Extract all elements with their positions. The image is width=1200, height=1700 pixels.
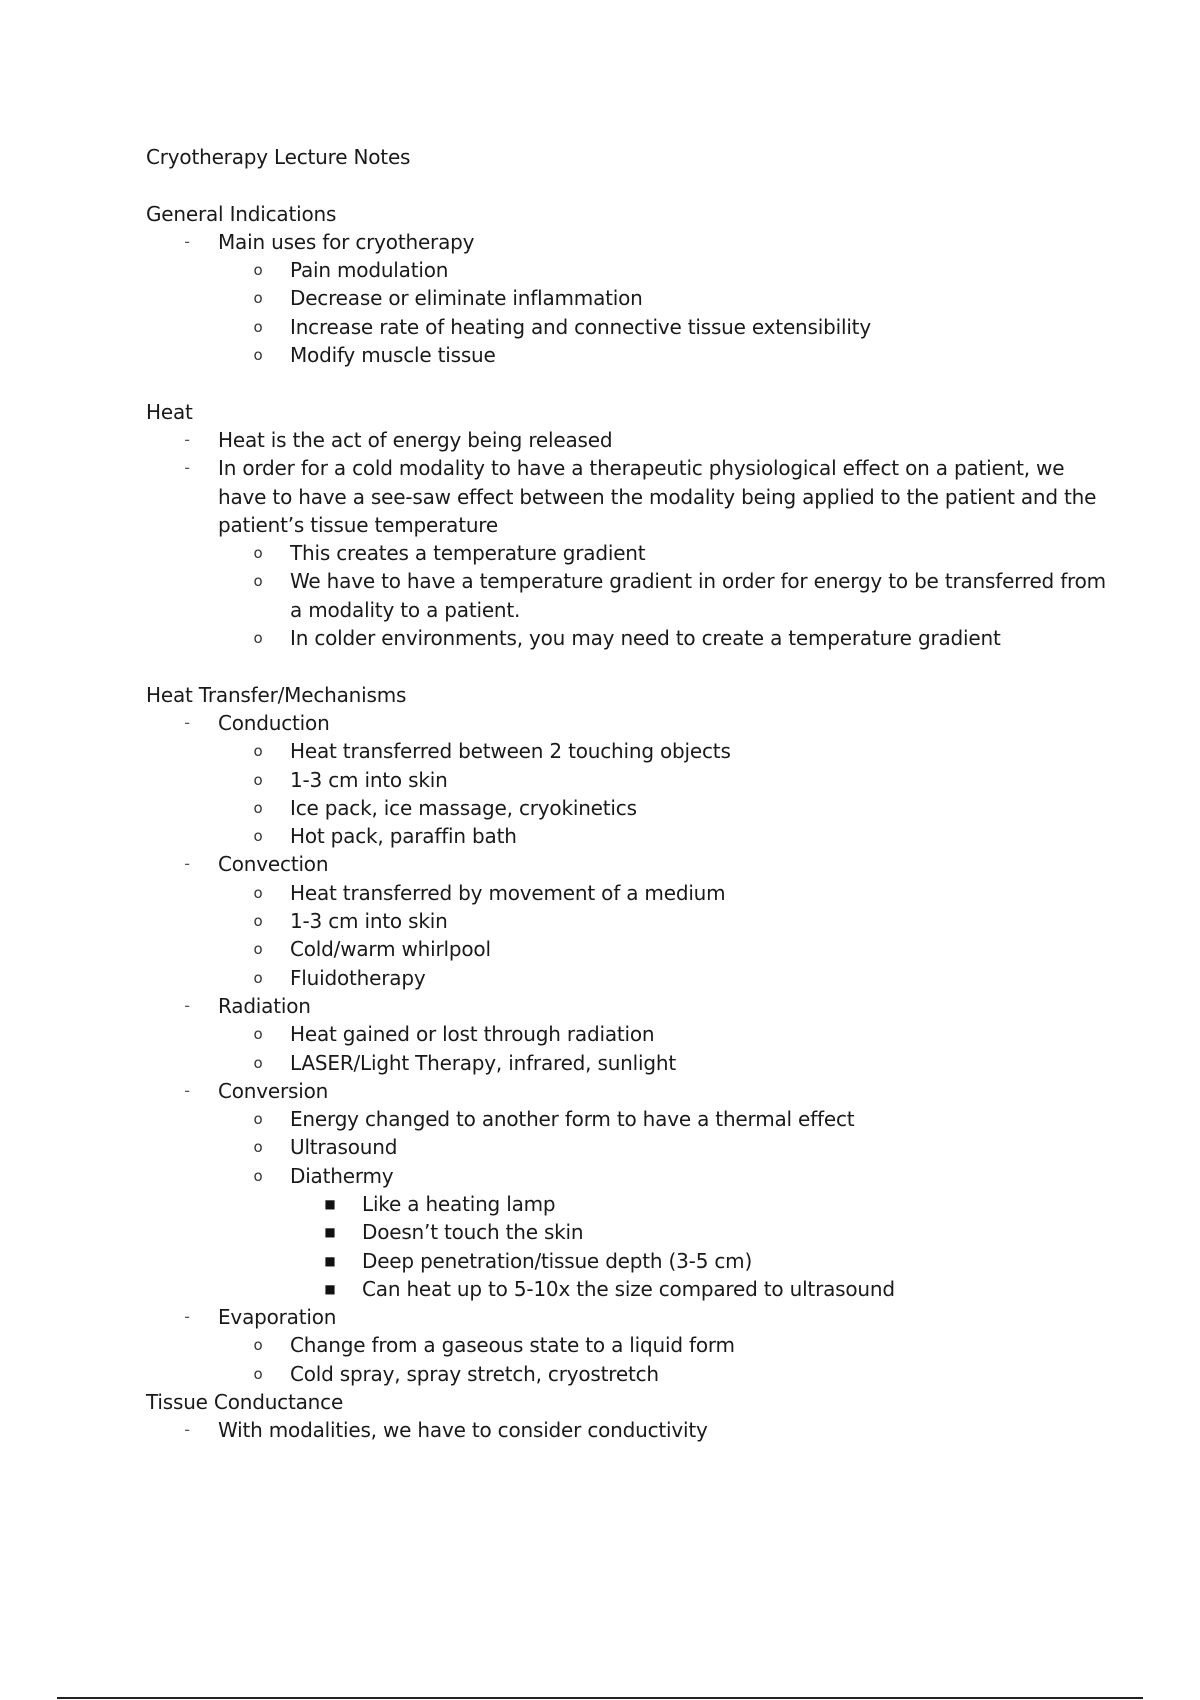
list-item-text: Heat is the act of energy being released — [218, 427, 613, 452]
list-item-text: We have to have a temperature gradient in order for energy to be transferred from a modality to a patient. — [290, 569, 1106, 622]
sub-list — [146, 539, 1106, 652]
circle-bullet-icon: o — [253, 827, 263, 846]
list-item-text: Heat gained or lost through radiation — [290, 1022, 655, 1047]
dash-bullet-icon: - — [184, 1307, 190, 1327]
list-item-text: Deep penetration/tissue depth (3-5 cm) — [362, 1248, 753, 1273]
list-item — [218, 822, 1106, 850]
dash-bullet-icon: - — [184, 854, 190, 874]
spacer — [146, 652, 1106, 680]
circle-bullet-icon: o — [253, 1053, 263, 1072]
list-item-text: Heat transferred by movement of a medium — [290, 880, 726, 905]
dash-bullet-icon: - — [184, 1080, 190, 1100]
sub-sub-list — [218, 1190, 1106, 1303]
list-item — [218, 794, 1106, 822]
list-item-text: 1-3 cm into skin — [290, 909, 448, 934]
list-item-text: LASER/Light Therapy, infrared, sunlight — [290, 1050, 676, 1075]
circle-bullet-icon: o — [253, 346, 263, 365]
list-item-text: Cold spray, spray stretch, cryostretch — [290, 1361, 659, 1386]
list-item — [146, 1416, 1106, 1444]
dash-bullet-icon: - — [184, 429, 190, 449]
list-item — [146, 454, 1106, 652]
circle-bullet-icon: o — [253, 912, 263, 931]
list-item-text: Radiation — [218, 993, 311, 1018]
list-item — [218, 766, 1106, 794]
list-item — [218, 1105, 1106, 1133]
circle-bullet-icon: o — [253, 883, 263, 902]
sub-list — [146, 1331, 1106, 1388]
list-item — [218, 1360, 1106, 1388]
circle-bullet-icon: o — [253, 940, 263, 959]
sub-list — [146, 256, 1106, 369]
dash-bullet-icon: - — [184, 231, 190, 251]
list-item — [290, 1218, 1106, 1246]
circle-bullet-icon: o — [253, 770, 263, 789]
dash-bullet-icon: - — [184, 1420, 190, 1440]
list-item — [218, 737, 1106, 765]
list-item-text: Conversion — [218, 1078, 329, 1103]
list-item-text: Main uses for cryotherapy — [218, 229, 475, 254]
list-item-text: Like a heating lamp — [362, 1191, 556, 1216]
list-item-text: Conduction — [218, 710, 330, 735]
list-item-text: Heat transferred between 2 touching objects — [290, 739, 731, 764]
list-item — [218, 624, 1106, 652]
list-item — [218, 964, 1106, 992]
dash-bullet-icon: - — [184, 712, 190, 732]
list-item — [218, 1162, 1106, 1303]
list-item-text: Hot pack, paraffin bath — [290, 824, 517, 849]
section-heading-heat: Heat — [146, 399, 193, 424]
list-item — [218, 256, 1106, 284]
list-item-text: Convection — [218, 852, 329, 877]
square-bullet-icon: ■ — [324, 1253, 336, 1268]
list-item-conduction — [146, 709, 1106, 850]
list-item-text: Cold/warm whirlpool — [290, 937, 491, 962]
list-item — [218, 907, 1106, 935]
list-item-text: Ultrasound — [290, 1135, 398, 1160]
list-item — [218, 313, 1106, 341]
document-body — [146, 143, 1106, 1445]
list-item-text: In colder environments, you may need to create a temperature gradient — [290, 626, 1001, 651]
list-item-text: Pain modulation — [290, 258, 449, 283]
circle-bullet-icon: o — [253, 261, 263, 280]
list-item-text: This creates a temperature gradient — [290, 541, 646, 566]
circle-bullet-icon: o — [253, 1166, 263, 1185]
list-item-text: Ice pack, ice massage, cryokinetics — [290, 795, 637, 820]
general-indications-list — [146, 228, 1106, 369]
list-item — [218, 539, 1106, 567]
list-item-text: Modify muscle tissue — [290, 343, 496, 368]
list-item-text: Decrease or eliminate inflammation — [290, 286, 643, 311]
spacer — [146, 369, 1106, 397]
sub-list — [146, 1020, 1106, 1077]
list-item-text: Energy changed to another form to have a thermal effect — [290, 1107, 855, 1132]
list-item — [218, 567, 1106, 624]
list-item — [218, 935, 1106, 963]
circle-bullet-icon: o — [253, 1364, 263, 1383]
circle-bullet-icon: o — [253, 742, 263, 761]
circle-bullet-icon: o — [253, 1025, 263, 1044]
heat-list — [146, 426, 1106, 652]
dash-bullet-icon: - — [184, 458, 190, 478]
circle-bullet-icon: o — [253, 544, 263, 563]
list-item-text: In order for a cold modality to have a therapeutic physiological effect on a patient, we have to have a see-saw effect between the modality being applied to the patient and the patient’s tissue temperature — [218, 456, 1097, 537]
list-item-text: Diathermy — [290, 1163, 394, 1188]
list-item-convection — [146, 850, 1106, 991]
list-item — [218, 1020, 1106, 1048]
spacer — [146, 171, 1106, 199]
sub-list — [146, 879, 1106, 992]
dash-bullet-icon: - — [184, 995, 190, 1015]
list-item-text: Doesn’t touch the skin — [362, 1220, 584, 1245]
circle-bullet-icon: o — [253, 289, 263, 308]
list-item-text: With modalities, we have to consider conductivity — [218, 1418, 708, 1443]
sub-list — [146, 737, 1106, 850]
list-item-text: Evaporation — [218, 1305, 337, 1330]
list-item — [290, 1247, 1106, 1275]
square-bullet-icon: ■ — [324, 1225, 336, 1240]
list-item — [218, 879, 1106, 907]
tissue-conductance-list — [146, 1416, 1106, 1444]
list-item — [290, 1275, 1106, 1303]
list-item-text: 1-3 cm into skin — [290, 767, 448, 792]
footer-divider — [57, 1697, 1143, 1699]
circle-bullet-icon: o — [253, 1110, 263, 1129]
circle-bullet-icon: o — [253, 1336, 263, 1355]
list-item — [218, 1331, 1106, 1359]
list-item-text: Increase rate of heating and connective tissue extensibility — [290, 314, 871, 339]
list-item-text: Can heat up to 5-10x the size compared to ultrasound — [362, 1276, 895, 1301]
list-item — [218, 1133, 1106, 1161]
sub-list — [146, 1105, 1106, 1303]
section-heading-heat-transfer: Heat Transfer/Mechanisms — [146, 682, 407, 707]
list-item — [218, 1049, 1106, 1077]
list-item-text: Change from a gaseous state to a liquid form — [290, 1333, 735, 1358]
circle-bullet-icon: o — [253, 1138, 263, 1157]
square-bullet-icon: ■ — [324, 1281, 336, 1296]
circle-bullet-icon: o — [253, 317, 263, 336]
circle-bullet-icon: o — [253, 968, 263, 987]
document-title: Cryotherapy Lecture Notes — [146, 145, 411, 169]
section-heading-tissue-conductance: Tissue Conductance — [146, 1390, 344, 1415]
list-item-text: Fluidotherapy — [290, 965, 426, 990]
list-item — [290, 1190, 1106, 1218]
circle-bullet-icon: o — [253, 629, 263, 648]
list-item — [218, 341, 1106, 369]
list-item-conversion — [146, 1077, 1106, 1303]
section-heading-general-indications: General Indications — [146, 201, 337, 226]
list-item — [218, 284, 1106, 312]
list-item — [146, 426, 1106, 454]
heat-transfer-list — [146, 709, 1106, 1388]
square-bullet-icon: ■ — [324, 1196, 336, 1211]
circle-bullet-icon: o — [253, 572, 263, 591]
list-item-evaporation — [146, 1303, 1106, 1388]
circle-bullet-icon: o — [253, 798, 263, 817]
list-item — [146, 228, 1106, 369]
list-item-radiation — [146, 992, 1106, 1077]
